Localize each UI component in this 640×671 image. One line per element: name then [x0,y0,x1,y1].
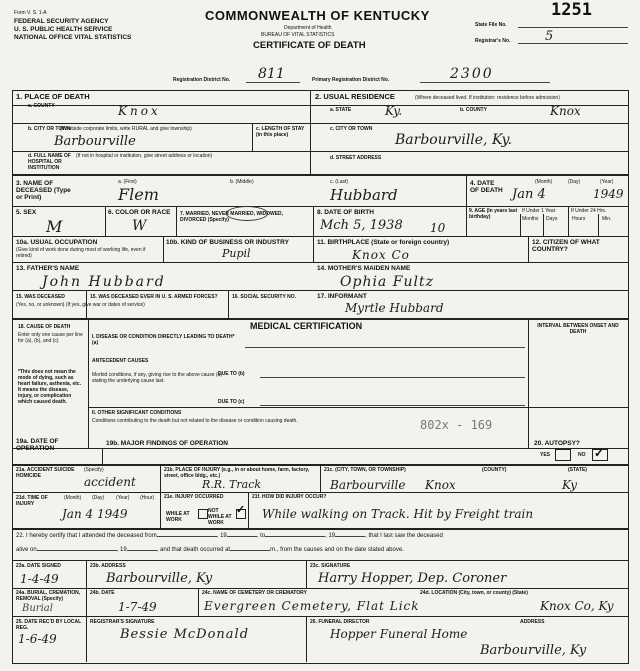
hospital-label: d. FULL NAME OF HOSPITAL OR INSTITUTION [28,153,71,171]
burial-label: 24a. BURIAL, CREMATION, REMOVAL (Specify) [16,590,81,602]
cemetery-label: 24c. NAME OF CEMETERY OR CREMATORY [202,590,307,596]
registrar-no: 5 [545,29,554,44]
accident-label: 21a. ACCIDENT SUICIDE HOMICIDE [16,467,75,479]
res-county: Knox [550,104,581,118]
antecedent-label: ANTECEDENT CAUSES [92,358,149,364]
months-label: Months [522,216,539,222]
day-label: (Day) [568,179,581,185]
age: 10 [430,221,446,235]
district-label: Registration District No. [173,77,231,83]
cause-footnote: *This does not mean the mode of dying, such as heart failure, asthenia, etc. It means the disease, injury, or complication which caused death. [18,369,82,405]
how-label: 21f. HOW DID INJURY OCCUR? [252,494,327,500]
form-number: Form V. S. 1-A [14,10,47,16]
informant-label: 17. INFORMANT [317,293,367,300]
business-label: 10b. KIND OF BUSINESS OR INDUSTRY [166,239,289,246]
while-at-work-label: WHILE AT WORK [166,511,190,523]
last-name: Hubbard [330,186,398,204]
registrar-signature: Bessie McDonald [120,627,250,642]
middle-label: b. (Middle) [230,179,254,185]
signature-label: 23c. SIGNATURE [310,563,351,569]
funeral-address: Barbourville, Ky [480,643,587,658]
agency-line: U. S. PUBLIC HEALTH SERVICE [14,26,113,33]
death-date: Jan 4 [512,187,546,202]
injury-place: R.R. Track [202,478,262,491]
not-while-at-work-label: NOT WHILE AT WORK [208,508,232,526]
injury-state: Ky [562,478,577,492]
state-file-label: State File No. [475,22,507,28]
sex: M [46,217,63,236]
death-year: 1949 [593,187,624,201]
autopsy-label: 20. AUTOPSY? [534,440,580,447]
autopsy-yes-box[interactable] [555,449,571,461]
res-county-label: b. COUNTY [460,107,487,113]
county-label: a. COUNTY [28,103,55,109]
place-of-death-title: 1. PLACE OF DEATH [16,92,90,101]
injury-city: Barbourville [330,478,406,492]
cemetery: Evergreen Cemetery, Flat Lick [204,599,420,613]
sex-label: 5. SEX [16,209,37,216]
injury-hour-label: (Hour) [140,495,155,501]
res-city: Barbourville, Ky. [395,132,513,148]
while-at-work-box[interactable] [198,509,208,519]
first-label: a. (First) [118,179,137,185]
city-note: (If outside corporate limits, write RURAL and give township) [60,126,192,132]
location-label: 24d. LOCATION (City, town, or county) (State) [420,590,528,596]
injury-time-label: 21d. TIME OF INJURY [16,495,48,507]
hospital-note: (If not in hospital or institution, give street address or location) [76,153,213,159]
occupation-note: (Give kind of work done during most of working life, even if retired) [16,247,146,259]
occupation-label: 10a. USUAL OCCUPATION [16,239,98,246]
date-signed-label: 23a. DATE SIGNED [16,563,61,569]
father-name: John Hubbard [42,274,166,290]
injury-county-label: (COUNTY) [482,467,507,473]
date-signed: 1-4-49 [20,572,59,586]
month-label: (Month) [535,179,553,185]
accident-specify: (Specify) [84,467,104,473]
injury-city-label: 21c. (CITY, TOWN, OR TOWNSHIP) [324,467,406,473]
social-label: 16. SOCIAL SECURITY NO. [232,294,296,300]
race-label: 6. COLOR OR RACE [108,209,171,216]
date-received: 1-6-49 [18,632,57,646]
death-county: Knox [118,104,161,118]
father-label: 13. FATHER'S NAME [16,265,80,272]
autopsy-no-check: ✓ [594,446,605,460]
hours-label: Hours [572,216,586,222]
funeral-address-label: ADDRESS [520,619,545,625]
residence-title: 2. USUAL RESIDENCE [315,92,395,101]
interval-label: INTERVAL BETWEEN ONSET AND DEATH [537,323,619,335]
file-number: 1251 [551,0,592,20]
signer-address: Barbourville, Ky [106,571,213,586]
birth-date: Mch 5, 1938 [320,218,403,233]
injury-state-label: (STATE) [568,467,587,473]
informant: Myrtle Hubbard [345,301,444,315]
mother-name: Ophia Fultz [340,274,434,290]
last-label: c. (Last) [330,179,349,185]
not-while-at-work-check: ✓ [236,504,246,516]
death-date-label: 4. DATE OF DEATH [470,180,503,194]
injury-month-label: (Month) [64,495,82,501]
registrar-no-label: Registrar's No. [475,38,511,44]
city-label: b. CITY OR TOWN [28,126,71,132]
morbid-note: Morbid conditions, if any, giving rise to the above cause (a) stating the underlying cause last. [92,372,222,384]
how-injury: While walking on Track. Hit by Freight train [262,507,534,521]
burial: Burial [22,603,53,614]
under-day-label: If Under 24 Hrs. [571,208,607,214]
accident: accident [84,475,136,489]
page-title: COMMONWEALTH OF KENTUCKY [205,8,430,23]
bureau: BUREAU OF VITAL STATISTICS [261,32,335,38]
res-state: Ky. [385,104,403,118]
funeral-director: Hopper Funeral Home [330,627,468,641]
armed-label: 15. WAS DECEASED EVER IN U. S. ARMED FORCES? [90,294,218,300]
armed-label-a: 15. WAS DECEASED [16,294,65,300]
days-label: Days [546,216,558,222]
autopsy-yes-label: YES [540,452,551,458]
res-street-label: d. STREET ADDRESS [330,155,382,161]
res-state-label: a. STATE [330,107,352,113]
year-label: (Year) [600,179,614,185]
due-b-label: DUE TO (b) [218,371,245,377]
injury-year-label: (Year) [116,495,130,501]
injury-place-label: 21b. PLACE OF INJURY (e.g., in or about home, farm, factory, street, office bldg., etc.) [164,467,310,479]
primary-district-no: 2300 [450,66,494,82]
agency-line: FEDERAL SECURITY AGENCY [14,18,109,25]
death-city: Barbourville [54,134,136,149]
name-label: 3. NAME OF DECEASED (Type or Print) [16,180,71,201]
certify-text-2: alive on , 19 , and that death occurred at m., from the causes and on the date stated above. [16,547,404,553]
agency-line: NATIONAL OFFICE VITAL STATISTICS [14,34,132,41]
address-label: 23b. ADDRESS [90,563,126,569]
injury-day-label: (Day) [92,495,105,501]
injury-time: Jan 4 1949 [62,507,128,521]
district-no: 811 [258,66,285,82]
residence-note: (Where deceased lived. If institution: residence before admission) [415,95,560,101]
res-city-label: c. CITY OR TOWN [330,126,373,132]
funeral-director-label: 26. FUNERAL DIRECTOR [310,619,370,625]
marital-circle [226,206,268,221]
mother-label: 14. MOTHER'S MAIDEN NAME [317,265,411,272]
registrar-signature-label: REGISTRAR'S SIGNATURE [90,619,155,625]
primary-district-label: Primary Registration District No. [312,77,390,83]
other-conditions-note: Conditions contributing to the death but not related to the disease or condition causing death. [92,418,298,424]
due-c-label: DUE TO (c) [218,399,245,405]
department: Department of Health [284,25,332,31]
operation-date-label: 19a. DATE OF OPERATION [16,438,59,452]
race: W [132,218,147,234]
birthplace: Knox Co [352,248,410,262]
citizen-label: 12. CITIZEN OF WHAT COUNTRY? [532,239,600,253]
burial-date-label: 24b. DATE [90,590,115,596]
first-name: Flem [118,185,159,204]
birth-date-label: 8. DATE OF BIRTH [317,209,374,216]
date-received-label: 25. DATE REC'D BY LOCAL REG. [16,619,82,631]
length-of-stay-label: c. LENGTH OF STAY (in this place) [256,126,305,138]
under-year-label: If Under 1 Year [522,208,556,214]
age-label: 9. AGE (In years last birthday) [469,208,518,220]
cause-label: 18. CAUSE OF DEATH [18,324,71,330]
certify-text-1: 22. I hereby certify that I attended the deceased from , 19 , to , 19 , that I last saw the deceased [16,533,443,539]
injury-occurred-label: 21e. INJURY OCCURRED [164,494,224,500]
injury-county: Knox [425,478,456,492]
other-conditions-label: II. OTHER SIGNIFICANT CONDITIONS [92,410,182,416]
birthplace-label: 11. BIRTHPLACE (State or foreign country) [317,239,450,246]
findings-label: 19b. MAJOR FINDINGS OF OPERATION [106,440,228,447]
cause-i-label: I. DISEASE OR CONDITION DIRECTLY LEADING TO DEATH* (a) [92,334,235,346]
autopsy-no-label: NO [578,452,586,458]
business: Pupil [222,247,251,260]
stamp-number: 802x - 169 [420,418,493,432]
location: Knox Co, Ky [540,599,614,613]
marital-label: 7. MARRIED, NEVER MARRIED, WIDOWED, DIVORCED (Specify) [180,211,284,223]
signature: Harry Hopper, Dep. Coroner [318,571,507,586]
medical-title: MEDICAL CERTIFICATION [250,321,363,331]
armed-note: (Yes, no, or unknown) (If yes, give war or dates of service) [16,302,145,308]
form-subtitle: CERTIFICATE OF DEATH [253,40,366,51]
burial-date: 1-7-49 [118,600,157,614]
min-label: Min. [602,216,612,222]
cause-note: Enter only one cause per line for (a), (b), and (c) [18,332,83,344]
